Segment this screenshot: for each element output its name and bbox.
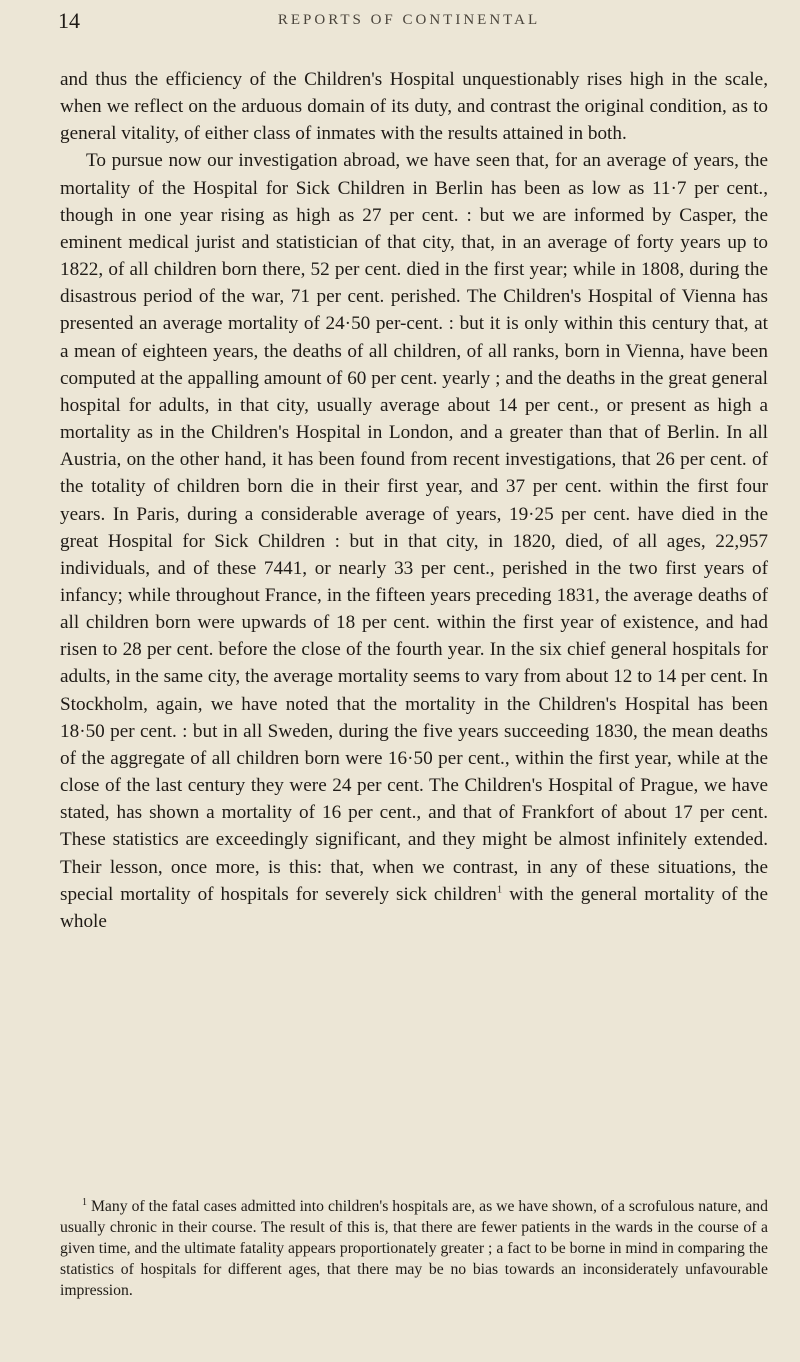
footnote-marker: 1 [82, 1196, 87, 1208]
footnote-text: Many of the fatal cases admitted into children's hospitals are, as we have shown, of a scrofulous nature, and usually chronic in their course. The result of this is, that there are fewer patients in the wards in the course of a given time, and the ultimate fatality appears proportionately greater ; a fact to be borne in mind in comparing the statistics of hospitals for different ages, that there may be no bias towards an inconsiderately unfavourable impression. [60, 1198, 768, 1299]
footnote [60, 1196, 768, 1301]
page-header [58, 8, 760, 44]
paragraph-investigation-abroad [60, 147, 768, 935]
paragraph-text-tail: with the general mortality of the whole [60, 883, 768, 932]
paragraph-text: To pursue now our investigation abroad, we have seen that, for an average of years, the mortality of the Hospital for Sick Children in Berlin has been as low as 11·7 per cent., though in one year rising as high as 27 per cent. : but we are informed by Casper, the eminent medical jurist and statistician of that city, that, in an average of forty years up to 1822, of all children born there, 52 per cent. died in the first year; while in 1808, during the disastrous period of the war, 71 per cent. perished. The Children's Hospital of Vienna has presented an average mortality of 24·50 per-cent. : but it is only within this century that, at a mean of eighteen years, the deaths of all children, of all ranks, born in Vienna, have been computed at the appalling amount of 60 per cent. yearly ; and the deaths in the great general hospital for adults, in that city, usually average about 14 per cent., or present as high a mortality as in the Children's Hospital in London, and a greater than that of Berlin. In all Austria, on the other hand, it has been found from recent investigations, that 26 per cent. of the totality of children born die in their first year, and 37 per cent. within the first four years. In Paris, during a considerable average of years, 19·25 per cent. have died in the great Hospital for Sick Children : but in that city, in 1820, died, of all ages, 22,957 individuals, and of these 7441, or nearly 33 per cent., perished in the two first years of infancy; while throughout France, in the fifteen years preceding 1831, the average deaths of all children born were upwards of 18 per cent. within the first year of existence, and had risen to 28 per cent. before the close of the fourth year. In the six chief general hospitals for adults, in the same city, the average mortality seems to vary from about 12 to 14 per cent. In Stockholm, again, we have noted that the mortality in the Children's Hospital has been 18·50 per cent. : but in all Sweden, during the five years succeeding 1830, the mean deaths of the aggregate of all children born were 16·50 per cent., within the first year, while at the close of the last century they were 24 per cent. The Children's Hospital of Prague, we have stated, has shown a mortality of 16 per cent., and that of Frankfort of about 17 per cent. These statistics are exceedingly significant, and they might be almost infinitely extended. Their lesson, once more, is this: that, when we contrast, in any of these situations, the special mortality of hospitals for severely sick children [60, 150, 768, 905]
body-text [60, 66, 768, 935]
paragraph-continuation: and thus the efficiency of the Children's Hospital unquestionably rises high in the scale, when we reflect on the arduous domain of its duty, and contrast the original condition, as to general vitality, of either class of inmates with the results attained in both. [60, 69, 768, 145]
page-number: 14 [58, 8, 80, 33]
footnote-reference: 1 [496, 883, 503, 896]
running-head: REPORTS OF CONTINENTAL [277, 12, 541, 28]
